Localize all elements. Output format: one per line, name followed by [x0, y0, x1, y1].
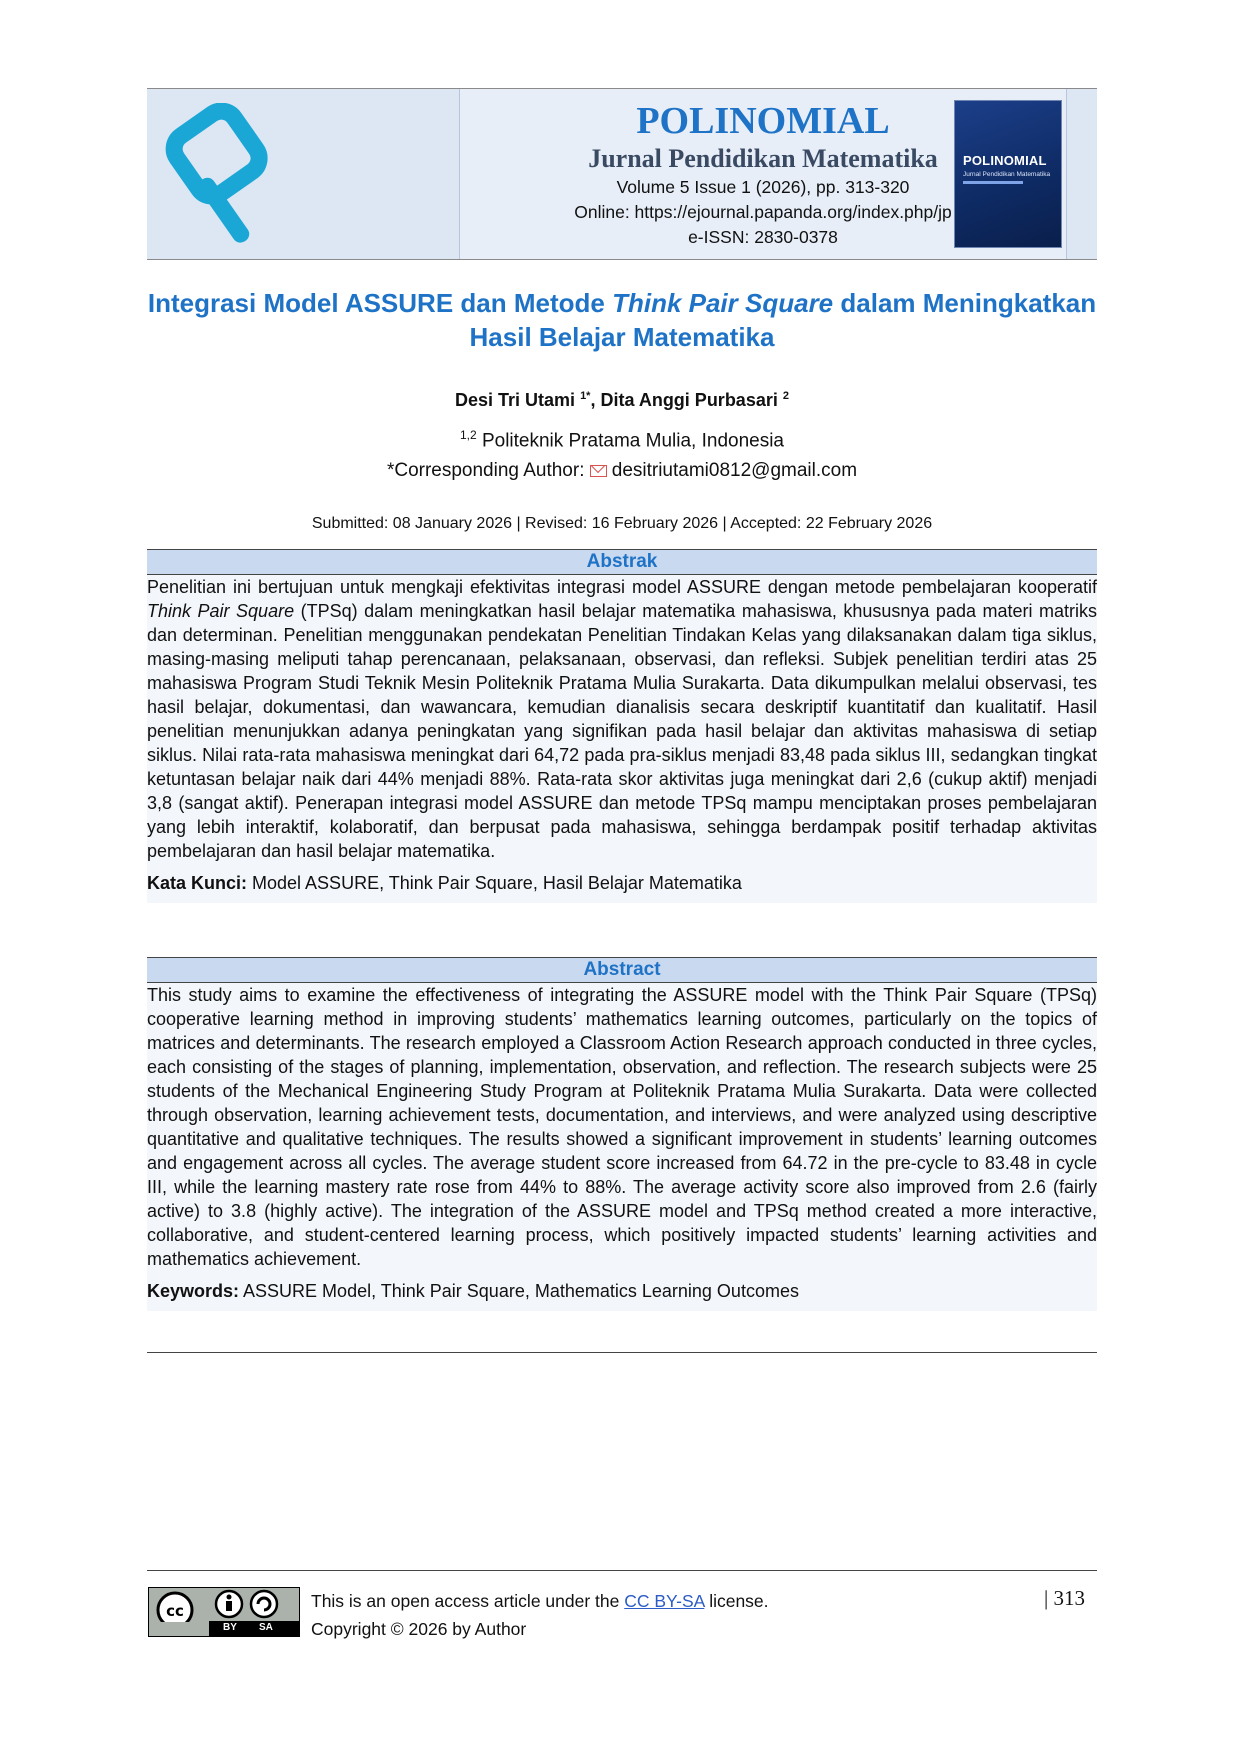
- polinomial-logo-icon: [165, 103, 293, 248]
- license-suffix: license.: [704, 1591, 769, 1611]
- title-part-1: Integrasi Model ASSURE dan Metode: [147, 288, 613, 318]
- page-number: | 313: [1044, 1586, 1085, 1610]
- cc-sa-label: SA: [259, 1622, 273, 1633]
- journal-header: [147, 88, 1097, 260]
- kata-kunci-values: Model ASSURE, Think Pair Square, Hasil Belajar Matematika: [247, 873, 742, 893]
- journal-eissn: e-ISSN: 2830-0378: [688, 227, 838, 247]
- license-prefix: This is an open access article under the: [311, 1591, 625, 1611]
- affiliation-sup: 1,2: [459, 428, 477, 442]
- cc-by-label: BY: [223, 1622, 237, 1633]
- author-separator: ,: [590, 390, 601, 410]
- affiliation-text: Politeknik Pratama Mulia, Indonesia: [476, 430, 784, 452]
- abstract-text: This study aims to examine the effectiveness of integrating the ASSURE model with the Think Pair Square (TPSq) cooperative learning method in improving students’ mathematics learning outcomes, particularly on the topics of matrices and determinants. The research employed a Classroom Action Research approach conducted in three cycles, each consisting of the stages of planning, implementation, observation, and reflection. The research subjects were 25 students of the Mechanical Engineering Study Program at Politeknik Pratama Mulia Surakarta. Data were collected through observation, learning achievement tests, documentation, and interviews, and were analyzed using descriptive quantitative and qualitative techniques. The results showed a significant improvement in students’ learning outcomes and engagement across all cycles. The average student score increased from 64.72 in the pre-cycle to 83.48 in cycle III, while the learning mastery rate rose from 44% to 88%. The average activity score also improved from 2.6 (fairly active) to 3.8 (highly active). The integration of the ASSURE model and TPSq method created a more interactive, collaborative, and student-centered learning process, which positively impacted students’ learning activities and mathematics achievement.: [147, 985, 1097, 1269]
- keywords: [147, 1279, 1097, 1311]
- abstrak-section: [147, 549, 1097, 903]
- copyright-line: Copyright © 2026 by Author: [311, 1619, 527, 1639]
- abstrak-text: [147, 575, 1097, 863]
- authors: [147, 390, 1097, 411]
- abstract-section: [147, 957, 1097, 1311]
- abstrak-heading: Abstrak: [147, 549, 1097, 575]
- license-notice: [311, 1587, 769, 1643]
- author-1: Desi Tri Utami: [455, 390, 576, 410]
- author-1-affiliation: 1*: [580, 390, 591, 402]
- journal-volume: Volume 5 Issue 1 (2026), pp. 313-320: [616, 177, 910, 197]
- kata-kunci: [147, 871, 1097, 903]
- creative-commons-icon: [149, 1588, 299, 1622]
- keywords-values: ASSURE Model, Think Pair Square, Mathematics Learning Outcomes: [239, 1281, 799, 1301]
- cover-title: POLINOMIAL: [963, 153, 1047, 168]
- title-part-2: dalam Meningkatkan Hasil Belajar Matematika: [469, 288, 1097, 352]
- submission-dates: Submitted: 08 January 2026 | Revised: 16 February 2026 | Accepted: 22 February 2026: [311, 515, 933, 532]
- abstrak-text-italic: Think Pair Square: [147, 601, 295, 621]
- cc-by-sa-link[interactable]: CC BY-SA: [624, 1591, 705, 1611]
- cc-by-sa-badge[interactable]: [148, 1587, 300, 1637]
- article-title: [147, 286, 1097, 354]
- journal-cover-image: [955, 101, 1061, 247]
- license-line: [311, 1587, 769, 1615]
- affiliation: [147, 428, 1097, 452]
- author-2-affiliation: 2: [782, 390, 789, 402]
- corresponding-email[interactable]: desitriutami0812@gmail.com: [611, 460, 858, 481]
- cover-subtitle: Jurnal Pendidikan Matematika: [963, 171, 1051, 178]
- abstrak-text-b: (TPSq) dalam meningkatkan hasil belajar matematika mahasiswa, khususnya pada materi matriks dan determinan. Penelitian menggunakan pendekatan Penelitian Tindakan Kelas yang dilaksanakan dalam tiga siklus, masing-masing meliputi tahap perencanaan, pelaksanaan, observasi, dan refleksi. Subjek penelitian terdiri atas 25 mahasiswa Program Studi Teknik Mesin Politeknik Pratama Mulia Surakarta. Data dikumpulkan melalui observasi, tes hasil belajar, dokumentasi, dan wawancara, kemudian dianalisis secara deskriptif kuantitatif dan kualitatif. Hasil penelitian menunjukkan adanya peningkatan yang signifikan pada hasil belajar dan aktivitas mahasiswa di setiap siklus. Nilai rata-rata mahasiswa meningkat dari 64,72 pada pra-siklus menjadi 83,48 pada siklus III, sedangkan tingkat ketuntasan belajar naik dari 44% menjadi 88%. Rata-rata skor aktivitas juga meningkat dari 2,6 (cukup aktif) menjadi 3,8 (sangat aktif). Penerapan integrasi model ASSURE dan metode TPSq mampu menciptakan proses pembelajaran yang lebih interaktif, kolaboratif, dan berpusat pada mahasiswa, sehingga berdampak positif terhadap aktivitas pembelajaran dan hasil belajar matematika.: [147, 601, 1097, 861]
- journal-online-url: Online: https://ejournal.papanda.org/index.php/jp: [574, 202, 952, 222]
- author-2: Dita Anggi Purbasari: [600, 390, 778, 410]
- cover-decoration: [963, 181, 1023, 184]
- abstract-bottom-rule: [147, 1352, 1097, 1353]
- abstrak-text-a: Penelitian ini bertujuan untuk mengkaji efektivitas integrasi model ASSURE dengan metode pembelajaran kooperatif: [147, 577, 1097, 597]
- title-italic: Think Pair Square: [612, 288, 834, 318]
- journal-name: POLINOMIAL: [636, 100, 890, 142]
- kata-kunci-label: Kata Kunci:: [147, 873, 248, 893]
- abstract-heading: Abstract: [147, 957, 1097, 983]
- svg-text:cc: cc: [166, 1602, 184, 1620]
- cc-labels: [209, 1621, 299, 1636]
- corresponding-author: [147, 460, 1097, 482]
- corresponding-label: *Corresponding Author:: [386, 460, 590, 481]
- footer-rule: [147, 1570, 1097, 1571]
- keywords-label: Keywords:: [147, 1281, 240, 1301]
- journal-subtitle: Jurnal Pendidikan Matematika: [588, 144, 938, 173]
- envelope-icon: [590, 465, 607, 477]
